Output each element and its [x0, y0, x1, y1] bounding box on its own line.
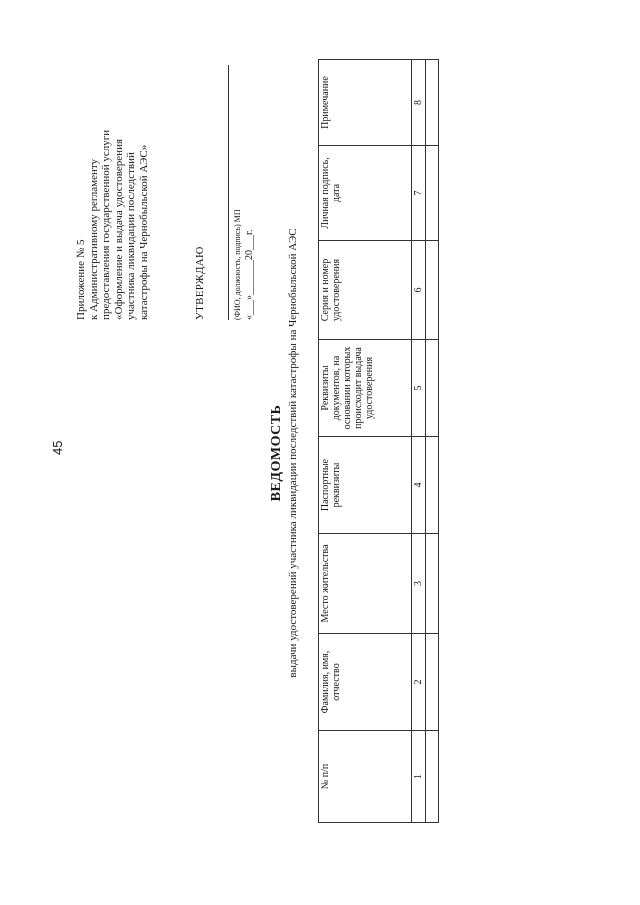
rotated-page-content [55, 58, 455, 848]
appendix-line: участника ликвидации последствий [125, 152, 137, 320]
document-subtitle: выдачи удостоверений участника ликвидации последствий катастрофы на Чернобыльской АЭС [287, 228, 299, 678]
vedomost-table [318, 59, 439, 823]
table-cell [426, 60, 439, 146]
appendix-line: катастрофы на Чернобыльской АЭС» [137, 144, 150, 320]
column-header: Серия и номер удостоверения [319, 241, 412, 340]
table-cell [426, 731, 439, 823]
approval-block [194, 60, 255, 320]
column-header: Личная подпись, дата [319, 146, 412, 241]
table-header-row [319, 60, 412, 823]
table-cell [426, 340, 439, 437]
column-number-row [412, 60, 426, 823]
column-header: Фамилия, имя, отчество [319, 634, 412, 731]
approval-caption: (ФИО, должность, подпись) МП [233, 209, 242, 320]
column-header: № п/п [319, 731, 412, 823]
table-cell [426, 437, 439, 534]
table-cell [426, 634, 439, 731]
column-number: 7 [412, 146, 426, 241]
appendix-block [75, 50, 150, 320]
table-cell [426, 534, 439, 634]
table-row [426, 60, 439, 823]
column-header: Место жительства [319, 534, 412, 634]
column-number: 8 [412, 60, 426, 146]
table-cell [426, 241, 439, 340]
column-header: Примечание [319, 60, 412, 146]
page-number: 45 [50, 440, 65, 455]
column-header: Паспортные реквизиты [319, 437, 412, 534]
column-number: 6 [412, 241, 426, 340]
column-header: Реквизиты документов, на основании которых происходит выдача удостоверения [319, 340, 412, 437]
appendix-line: предоставления государственной услуги [100, 129, 112, 320]
column-number: 1 [412, 731, 426, 823]
approval-date: «___»_______20___г. [244, 229, 255, 320]
signature-line [228, 65, 229, 320]
column-number: 3 [412, 534, 426, 634]
approval-heading: УТВЕРЖДАЮ [194, 246, 206, 320]
column-number: 5 [412, 340, 426, 437]
column-number: 2 [412, 634, 426, 731]
appendix-line: к Административному регламенту [87, 158, 100, 320]
document-title: ВЕДОМОСТЬ [269, 404, 284, 502]
table-cell [426, 146, 439, 241]
appendix-line: Приложение № 5 [75, 239, 87, 320]
appendix-line: «Оформление и выдача удостоверения [112, 138, 125, 320]
column-number: 4 [412, 437, 426, 534]
